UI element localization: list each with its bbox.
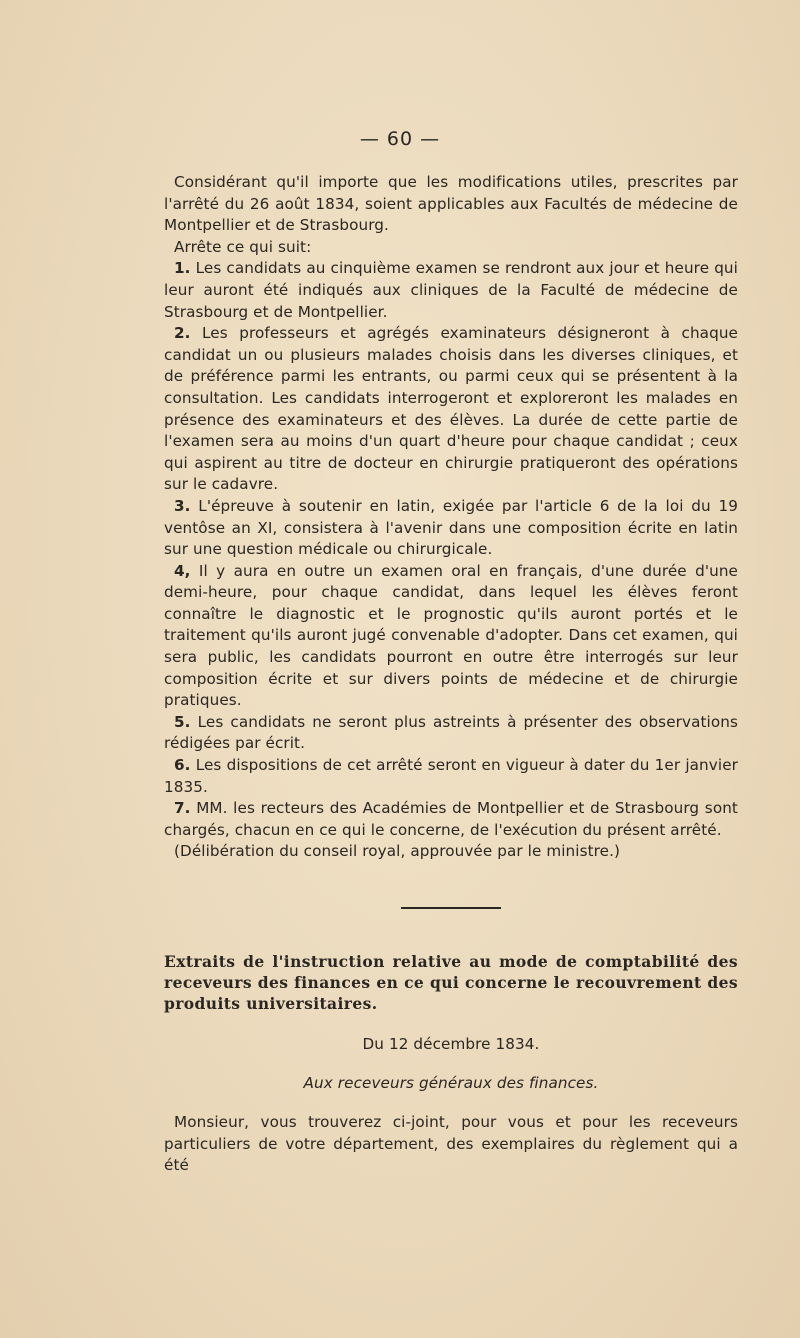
article-text: Les candidats au cinquième examen se rendront aux jour et heure qui leur auront été indiqués aux cliniques de la Faculté de médecine de Strasbourg et de Montpellier. (164, 259, 738, 321)
article-text: L'épreuve à soutenir en latin, exigée par l'article 6 de la loi du 19 ventôse an XI, consistera à l'avenir dans une composition écrite en latin sur une question médicale ou chirurgicale. (164, 496, 738, 559)
section-divider (401, 907, 501, 909)
article-number: 7. (174, 799, 191, 818)
arrete-paragraph: Arrête ce qui suit: (174, 237, 312, 256)
article-2 (164, 323, 738, 496)
article-7 (164, 798, 738, 841)
article-6 (164, 755, 738, 798)
article-text: Il y aura en outre un examen oral en français, d'une durée d'une demi-heure, pour chaque candidat, dans lequel les élèves feront connaître le diagnostic et le prognostic qu'ils auront portés et le traitement qu'ils auront jugé convenable d'adopter. Dans cet examen, qui sera public, les candidats pourront en outre être interrogés sur leur composition écrite et sur divers points de médecine et de chirurgie pratiques. (164, 561, 738, 710)
article-number: 4, (174, 561, 191, 580)
article-number: 3. (174, 496, 191, 515)
article-3 (164, 496, 738, 561)
letter-body: Monsieur, vous trouverez ci-joint, pour vous et pour les receveurs particuliers de votre département, des exemplaires du règlement qui a été (164, 1113, 738, 1175)
document-page (164, 130, 738, 1177)
section-date: Du 12 décembre 1834. (362, 1035, 540, 1053)
article-1 (164, 258, 738, 323)
deliberation-note: (Délibération du conseil royal, approuvée par le ministre.) (174, 842, 621, 861)
article-number: 1. (174, 259, 191, 278)
section-addressee: Aux receveurs généraux des finances. (303, 1073, 599, 1092)
page-number: — 60 — (359, 128, 441, 150)
article-4 (164, 561, 738, 712)
considerant-paragraph: Considérant qu'il importe que les modifications utiles, prescrites par l'arrêté du 26 août 1834, soient applicables aux Facultés de médecine de Montpellier et de Strasbourg. (164, 173, 738, 235)
article-number: 5. (174, 712, 191, 731)
article-text: MM. les recteurs des Académies de Montpellier et de Strasbourg sont chargés, chacun en ce qui le concerne, de l'exécution du présent arrêté. (164, 799, 738, 839)
article-number: 6. (174, 756, 191, 775)
article-text: Les candidats ne seront plus astreints à présenter des observations rédigées par écrit. (164, 712, 738, 753)
article-number: 2. (174, 324, 191, 343)
article-text: Les dispositions de cet arrêté seront en vigueur à dater du 1er janvier 1835. (164, 756, 738, 796)
section-heading: Extraits de l'instruction relative au mode de comptabilité des receveurs des finances en ce qui concerne le recouvrement des produits universitaires. (164, 952, 738, 1013)
article-5 (164, 712, 738, 755)
article-text: Les professeurs et agrégés examinateurs désigneront à chaque candidat un ou plusieurs malades choisis dans les diverses cliniques, et de préférence parmi les entrants, ou parmi ceux qui se présentent à la consultation. Les candidats interrogeront et exploreront les malades en présence des examinateurs et des élèves. La durée de cette partie de l'examen sera au moins d'un quart d'heure pour chaque candidat ; ceux qui aspirent au titre de docteur en chirurgie pratiqueront des opérations sur le cadavre. (164, 324, 738, 494)
